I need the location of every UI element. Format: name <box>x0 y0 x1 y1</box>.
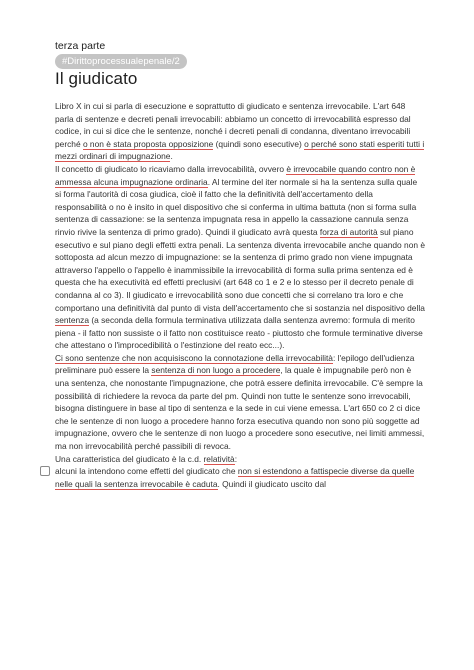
text-segment: . Al termine del iter normale si ha la sentenza sulla quale si forma l'autorità di cosa giudica, cioè il fatto che la definitività dell'accertamento della responsabilità o no è insito in quel dispositivo che si conferma in ultima battuta (non si forma sulla sentenza di cassazione: se la sentenza impugnata resa in appello la cassazione cannula senza rinvio rivive la sentenza di primo grado). Quindi il giudicato avrà questa <box>55 176 418 237</box>
underlined-text: o perché sono stati esperiti tutti i mezzi ordinari di impugnazione <box>55 138 425 162</box>
paragraph-p4 <box>55 453 425 466</box>
task-checkbox[interactable] <box>40 466 50 476</box>
underlined-text: relatività <box>203 453 235 464</box>
underlined-text: non si estendono a fattispecie diverse da quelle nelle quali la sentenza irrevocabile è caduta <box>55 466 415 489</box>
paragraph-p3 <box>55 352 425 453</box>
underlined-text: Ci sono sentenze che non acquisiscono la connotazione della irrevocabilità <box>55 352 333 363</box>
underlined-text: forza di autorità <box>319 226 378 237</box>
text-segment: . <box>170 151 173 162</box>
text-segment: : l'epilogo dell'udienza preliminare può essere la <box>55 352 415 376</box>
underlined-text: sentenza <box>55 315 89 326</box>
text-segment: : <box>234 453 238 464</box>
underlined-text: è irrevocabile quando contro non è ammessa alcuna impugnazione ordinaria <box>55 163 416 187</box>
document-body <box>55 100 425 490</box>
underlined-text: sentenza di non luogo a procedere <box>151 365 281 376</box>
text-segment: , la quale è impugnabile però non è una sentenza, che nonostante l'impugnazione, che potrà essere definita irrevocabile. C'è sempre la possibilità di richiedere la revoca da parte del pm. Quindi non tutte le sentenze sono irrevocabili, bisogna distinguere in base al tipo di sentenza e la sede in cui viene emessa. L'art 650 co 2 ci dice che le sentenze di non luogo a procedere hanno forza esecutiva quando non sono più soggette ad impugnazione, ovvero che le sentenze di non luogo a procedere sono esecutive, nei limiti ammessi, ma non irrevocabilità perché passibili di revoca. <box>55 365 425 452</box>
text-segment: sul piano esecutivo e sul piano degli effetti extra penali. La sentenza diventa irrevocabile anche quando non è sottoposta ad alcun mezzo di impugnazione: se la sentenza di primo grado non viene impugnata attraverso l'appello o l'appello è inammissibile la irrevocabilità di forma sulla prima sentenza ed è questa che ha executività ed effetti preclusivi (art 648 co 1 e 2 e lo stesso per il decreto penale di condanna al co 3). Il giudicato e irrevocabilità sono due concetti che si correlano tra loro e che comportano una definitività dal punto di vista dell'accertamento che si sostanzia nel dispositivo della <box>55 226 425 313</box>
text-segment: . Quindi il giudicato uscito dal <box>217 478 326 489</box>
hashtag-badge[interactable]: #Dirittoprocessualepenale/2 <box>55 54 187 69</box>
text-segment: alcuni la intendono come effetti del giudicato che <box>55 466 238 477</box>
text-segment: Libro X in cui si parla di esecuzione e soprattutto di giudicato e sentenza irrevocabile. L'art 648 parla di sentenze e decreti penali irrevocabili: abbiamo un concetto di irrevocabilità espresso dal codice, in cui si dice che le sentenze, nonché i decreti penali di condanna, diventano irrevocabili perché <box>55 101 411 149</box>
underlined-text: o non è stata proposta opposizione <box>82 138 214 149</box>
page-title: Il giudicato <box>55 69 138 88</box>
paragraph-p1 <box>55 100 425 163</box>
paragraph-p5 <box>55 465 425 490</box>
text-segment: Il concetto di giudicato lo ricaviamo dalla irrevocabilità, ovvero <box>55 163 287 174</box>
section-label: terza parte <box>55 40 106 52</box>
paragraph-p2 <box>55 163 425 352</box>
text-segment: (quindi sono esecutive) <box>213 138 305 149</box>
text-segment: Una caratteristica del giudicato è la c.d. <box>55 453 204 464</box>
text-segment: (a seconda della formula terminativa utilizzata dalla sentenza avremo: formula di merito piena - il fatto non sussiste o il fatto non costituisce reato - piuttosto che formule terminative diverse che attestano o l'improcedibilità o l'estinzione del reato ecc...). <box>55 315 423 351</box>
